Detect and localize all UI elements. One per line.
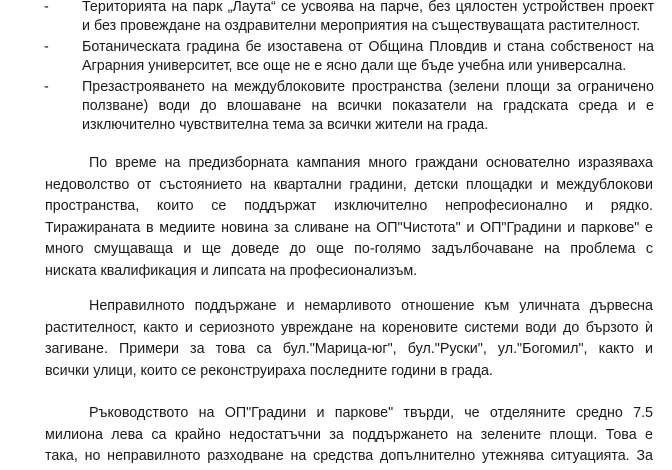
bullet-dash: - <box>44 0 49 15</box>
text-line: недоволство от състоянието на квартални градини, детски площадки и междублокови <box>45 176 653 193</box>
bullet-item <box>44 38 654 76</box>
paragraph <box>45 153 653 282</box>
text-line: По време на предизборната кампания много граждани основателно изразяваха <box>89 155 653 171</box>
text-line: Ръководството на ОП"Градини и паркове" твърди, че отделяните средно 7.5 <box>89 405 653 421</box>
bullet-dash: - <box>44 79 49 95</box>
text-line: Аграрния университет, все още не е ясно дали ще бъде учебна или универсална. <box>82 58 627 74</box>
text-line: много смущаваща и ще доведе до още по-голямо задълбочаване на проблема с <box>45 241 653 257</box>
text-line: и без провеждане на оздравителни мероприятия на съществуващата растителност. <box>82 18 641 34</box>
text-line: загиване. Примери за това са бул."Марица-юг", бул."Руски", ул."Богомил", както и <box>45 341 653 357</box>
text-line: Презастрояването на междублоковите пространства (зелени площи за ограничено <box>82 79 654 95</box>
text-line: милиона лева са крайно недостатъчни за поддържането на зелените площи. Това е <box>45 426 653 443</box>
text-line: ползване) води до влошаване на всички показатели на градската среда и е <box>82 98 654 114</box>
bullet-item <box>44 0 654 36</box>
text-line: Тиражираната в медиите новина за сливане на ОП"Чистота" и ОП"Градини и паркове" е <box>45 219 653 236</box>
text-line: ниската квалификация и липсата на професионализъм. <box>45 262 418 279</box>
text-line: всички улици, които се реконструираха последните години в града. <box>45 362 493 379</box>
bullet-list <box>44 0 654 135</box>
bullet-dash: - <box>44 39 49 55</box>
text-line: пространства, които се поддържат изключително непрофесионално и рядко. <box>45 198 653 214</box>
text-line: Територията на парк „Лаута“ се усвоява на парче, без цялостен устройствен проект <box>82 0 654 15</box>
text-line: Неправилното поддържане и немарливото отношение към уличната дървесна <box>89 298 653 314</box>
text-line: Ботаническата градина бе изоставена от Община Пловдив и стана собственост на <box>82 39 654 55</box>
text-line: така, но неправилното разходване на средства допълнително утежнява ситуацията. За <box>45 448 653 464</box>
paragraph <box>45 296 653 382</box>
paragraph <box>45 403 653 468</box>
text-line: изключително чувствителна тема за всички жители на града. <box>82 117 489 133</box>
bullet-item <box>44 78 654 135</box>
text-line: растителност, както и сериозното увреждане на кореновите системи води до бързото ѝ <box>45 319 653 336</box>
